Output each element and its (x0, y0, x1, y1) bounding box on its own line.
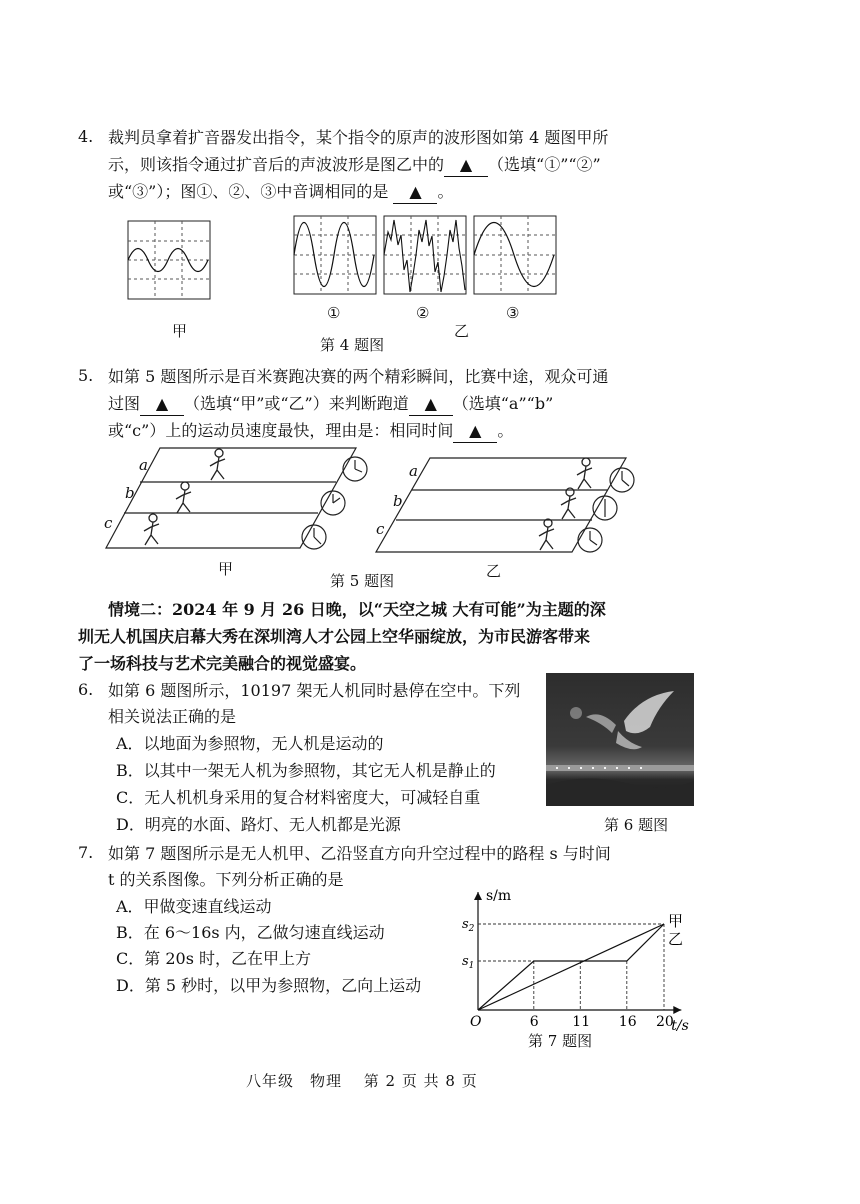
q4-line2a: 示，则该指令通过扩音后的声波波形是图乙中的 (108, 155, 445, 174)
q7-line1: 如第 7 题图所示是无人机甲、乙沿竖直方向升空过程中的路程 s 与时间 (108, 844, 611, 863)
q4-blank2: ▲ (393, 181, 437, 204)
q6-caption: 第 6 题图 (604, 816, 669, 834)
drone-bird-image (546, 673, 694, 806)
series-line-jia (478, 924, 664, 1010)
drone-show-photo (546, 673, 694, 806)
q6-line1: 如第 6 题图所示，10197 架无人机同时悬停在空中。下列 (108, 681, 521, 700)
q5-lane-a-yi: a (409, 462, 418, 480)
q5-lane-c-jia: c (104, 514, 113, 532)
q7-option-b: B．在 6～16s 内，乙做匀速直线运动 (116, 923, 385, 942)
q4-line2b: （选填“①”“②” (488, 155, 601, 174)
q6-option-b: B．以其中一架无人机为参照物，其它无人机是静止的 (116, 761, 496, 780)
q5-lane-b-jia: b (125, 484, 135, 502)
q5-label-jia: 甲 (218, 560, 234, 578)
y-axis-arrow (474, 892, 482, 900)
q5-line2c: （选填“a”“b” (452, 394, 554, 413)
q4-number: 4. (78, 127, 94, 146)
q5-lane-c-yi: c (376, 520, 385, 538)
q7-caption: 第 7 题图 (528, 1032, 593, 1050)
scene2-line2: 圳无人机国庆启幕大秀在深圳湾人才公园上空华丽绽放，为市民游客带来 (78, 627, 591, 646)
q7-option-c: C．第 20s 时，乙在甲上方 (116, 949, 311, 968)
q5-line3a: 或“c”）上的运动员速度最快，理由是：相同时间 (108, 421, 454, 440)
y-axis-label: s/m (486, 888, 512, 904)
x-tick-11: 11 (572, 1014, 591, 1030)
x-axis-arrow (673, 1006, 681, 1014)
q4-line3b: 。 (437, 182, 454, 201)
q4-label-1: ① (327, 304, 341, 322)
q4-line1: 裁判员拿着扩音器发出指令，某个指令的原声的波形图如第 4 题图甲所 (108, 128, 609, 147)
scene2-line1: 情境二：2024 年 9 月 26 日晚，以“天空之城 大有可能”为主题的深 (108, 600, 606, 619)
q5-line2b: （选填“甲”或“乙”）来判断跑道 (184, 394, 409, 413)
q4-blank1: ▲ (444, 154, 488, 177)
q5-lane-a-jia: a (139, 456, 148, 474)
q4-label-yi: 乙 (454, 322, 470, 340)
q4-caption: 第 4 题图 (320, 336, 385, 354)
series-label-jia: 甲 (668, 912, 684, 930)
q5-caption: 第 5 题图 (330, 572, 395, 590)
q4-label-2: ② (416, 304, 430, 322)
q6-option-d: D．明亮的水面、路灯、无人机都是光源 (116, 815, 401, 834)
y-tick-s2: $s_2$ (462, 917, 475, 934)
series-label-yi: 乙 (668, 930, 684, 948)
q4-label-3: ③ (506, 304, 520, 322)
y-tick-s1: $s_1$ (462, 954, 475, 971)
q7-option-a: A．甲做变速直线运动 (116, 897, 272, 916)
q7-number: 7. (78, 843, 94, 862)
q5-blank2: ▲ (409, 393, 453, 416)
q5-line2a: 过图 (108, 394, 141, 413)
x-tick-20: 20 (656, 1014, 674, 1030)
x-tick-16: 16 (618, 1014, 637, 1030)
q5-blank1: ▲ (140, 393, 184, 416)
q5-lane-b-yi: b (393, 492, 403, 510)
q6-option-a: A．以地面为参照物，无人机是运动的 (116, 734, 384, 753)
q6-number: 6. (78, 680, 94, 699)
q4-line3a: 或“③”）；图①、②、③中音调相同的是 (108, 182, 389, 201)
scene2-line3: 了一场科技与艺术完美融合的视觉盛宴。 (78, 654, 367, 673)
q5-figure (0, 0, 860, 560)
q5-line1: 如第 5 题图所示是百米赛跑决赛的两个精彩瞬间，比赛中途，观众可通 (108, 367, 609, 386)
page-footer: 八年级 物理 第 2 页 共 8 页 (246, 1072, 478, 1090)
q4-label-jia: 甲 (172, 322, 188, 340)
q5-number: 5. (78, 366, 94, 385)
x-tick-6: 6 (529, 1014, 539, 1030)
x-axis-label: t/s (671, 1018, 689, 1034)
q5-blank3: ▲ (453, 420, 497, 443)
q7-line2: t 的关系图像。下列分析正确的是 (108, 870, 344, 889)
q7-chart (460, 880, 689, 1040)
q6-option-c: C．无人机机身采用的复合材料密度大，可减轻自重 (116, 788, 481, 807)
q5-line3b: 。 (497, 421, 514, 440)
q5-label-yi: 乙 (486, 562, 502, 580)
origin-label: O (470, 1014, 482, 1030)
q6-line2: 相关说法正确的是 (108, 707, 237, 726)
q7-option-d: D．第 5 秒时，以甲为参照物，乙向上运动 (116, 976, 422, 995)
